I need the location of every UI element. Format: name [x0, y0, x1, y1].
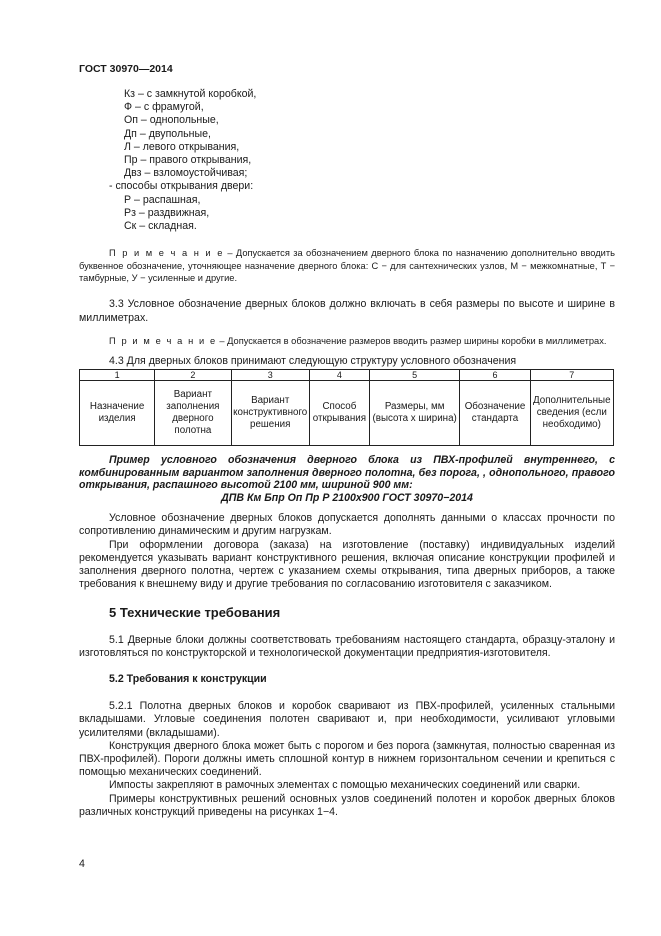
page-number: 4	[79, 858, 85, 870]
table-cell: 1	[80, 370, 155, 381]
list-item: Л – левого открывания,	[124, 140, 240, 153]
paragraph-5-1: 5.1 Дверные блоки должны соответствовать требованиям настоящего стандарта, образцу-эталону и изготовляться по конструкторской и технологической документации предприятия-изготовителя.	[79, 633, 615, 659]
paragraph: Импосты закрепляют в рамочных элементах с помощью механических соединений или сварки.	[109, 779, 581, 792]
list-item: Р – распашная,	[124, 193, 201, 206]
table-cell: Назначение изделия	[80, 381, 155, 446]
paragraph: Условное обозначение дверных блоков допускается дополнять данными о классах прочности по сопротивлению динамическим и другим нагрузкам.	[79, 512, 615, 538]
table-cell: Вариант заполнения дверного полотна	[155, 381, 231, 446]
table-cell: 7	[530, 370, 613, 381]
note-paragraph	[79, 247, 615, 284]
note-label: П р и м е ч а н и е	[109, 248, 224, 259]
table-cell: 5	[369, 370, 460, 381]
table-cell: 2	[155, 370, 231, 381]
table-row	[80, 370, 614, 381]
paragraph: При оформлении договора (заказа) на изготовление (поставку) индивидуальных изделий рекомендуется указывать вариант конструктивного решения, включая описание конструкции профилей и заполнения дверного полотна, чертеж с указанием схемы открывания, типа дверных приборов, а также требования к внешнему виду и другие требования по согласованию изготовителя с заказчиком.	[79, 538, 615, 591]
table-cell: 6	[460, 370, 530, 381]
note-label: П р и м е ч а н и е	[109, 335, 217, 346]
note-paragraph	[79, 335, 615, 347]
table-cell: 4	[309, 370, 369, 381]
opening-methods-heading: - способы открывания двери:	[109, 180, 254, 193]
list-item: Ск – складная.	[124, 220, 197, 233]
table-caption: 4.3 Для дверных блоков принимают следующую структуру условного обозначения	[109, 355, 517, 368]
table-row	[80, 381, 614, 446]
document-header: ГОСТ 30970—2014	[79, 63, 173, 75]
example-code: ДПВ Км Бпр Оп Пр Р 2100х900 ГОСТ 30970−2014	[221, 491, 473, 504]
paragraph: Конструкция дверного блока может быть с порогом и без порога (замкнутая, полностью сваренная из ПВХ-профилей). Пороги должны иметь сплошной контур в нижнем горизонтальном сечении и крепиться с помощью механических соединений.	[79, 739, 615, 779]
paragraph-5-2-1: 5.2.1 Полотна дверных блоков и коробок сваривают из ПВХ-профилей, усиленных стальными вкладышами. Угловые соединения полотен сваривают и, при необходимости, усиливают угловыми усилителями (вкладышами).	[79, 700, 615, 739]
list-item: Пр – правого открывания,	[124, 154, 252, 167]
paragraph-3-3: 3.3 Условное обозначение дверных блоков должно включать в себя размеры по высоте и ширине в миллиметрах.	[79, 298, 615, 324]
table-cell: Способ открывания	[309, 381, 369, 446]
list-item: Ф – с фрамугой,	[124, 101, 204, 114]
list-item: Кз – с замкнутой коробкой,	[124, 88, 257, 100]
table-cell: Размеры, мм (высота х ширина)	[369, 381, 460, 446]
table-cell: Дополнительные сведения (если необходимо)	[530, 381, 613, 446]
table-cell: Обозначение стандарта	[460, 381, 530, 446]
section-title: 5 Технические требования	[109, 605, 281, 621]
list-item: Оп – однопольные,	[124, 114, 219, 127]
designation-list	[79, 88, 615, 180]
opening-methods-list	[79, 194, 615, 234]
table-cell: Вариант конструктивного решения	[231, 381, 309, 446]
note-text: – Допускается в обозначение размеров вводить размер ширины коробки в миллиметрах.	[216, 335, 607, 346]
example-text: Пример условного обозначения дверного блока из ПВХ-профилей внутреннего, с комбинированным вариантом заполнения дверного полотна, без порога, , однопольного, правого открывания, распашного высотой 2100 мм, шириной 900 мм:	[79, 454, 615, 492]
subsection-title: 5.2 Требования к конструкции	[109, 672, 267, 685]
table-cell: 3	[231, 370, 309, 381]
list-item: Дп – двупольные,	[124, 127, 211, 140]
note-text: – Допускается за обозначением дверного блока по назначению дополнительно вводить буквенное обозначение, уточняющее назначение дверного блока: С − для сантехнических узлов, М − межкомнатные, Т − тамбурные, У − усиленные и другие.	[79, 248, 615, 284]
designation-structure-table	[79, 369, 614, 446]
list-item: Рз – раздвижная,	[124, 206, 210, 219]
document-body	[79, 88, 615, 819]
paragraph: Примеры конструктивных решений основных узлов соединений полотен и коробок дверных блоков различных конструкций приведены на рисунках 1−4.	[79, 792, 615, 818]
list-item: Двз – взломоустойчивая;	[124, 167, 248, 180]
